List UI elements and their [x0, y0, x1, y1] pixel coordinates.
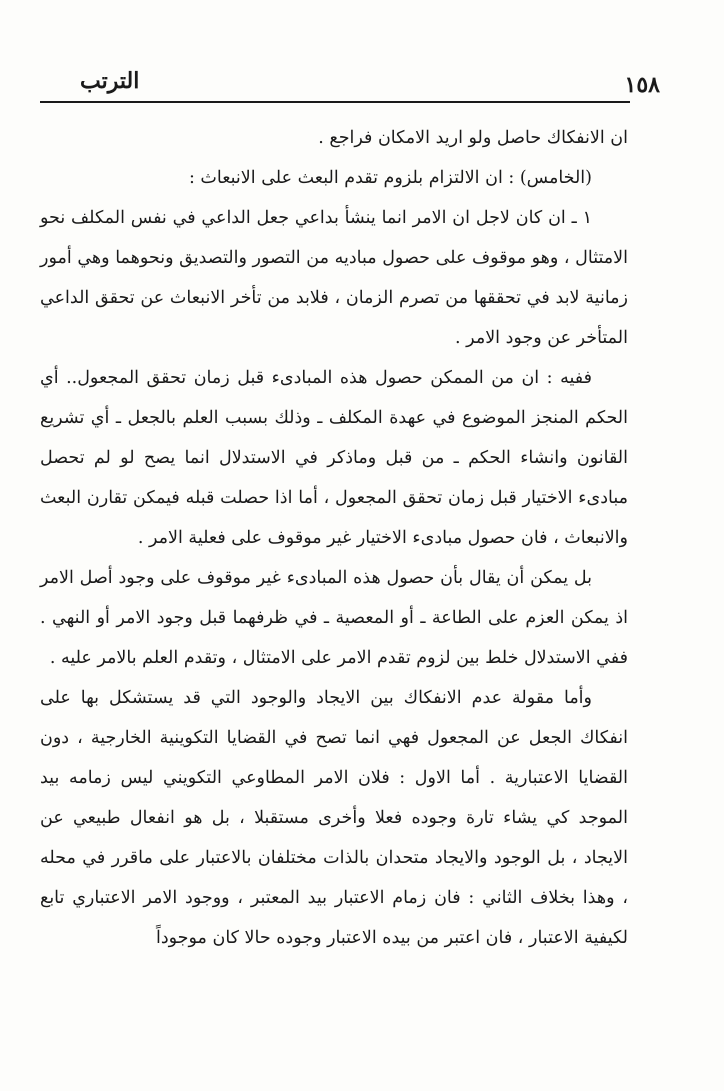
paragraph: بل يمكن أن يقال بأن حصول هذه المبادىء غير موقوف على وجود أصل الامر اذ يمكن العزم على الطاعة ـ أو المعصية ـ في ظرفهما قبل وجود الامر أو النهي . ففي الاستدلال خلط بين لزوم تقدم الامر على الامتثال ، وتقدم العلم بالامر عليه .	[40, 568, 628, 668]
paragraph: ففيه : ان من الممكن حصول هذه المبادىء قبل زمان تحقق المجعول.. أي الحكم المنجز الموضوع في عهدة المكلف ـ وذلك بسبب العلم بالجعل ـ أي تشريع القانون وانشاء الحكم ـ من قبل وماذكر في الاستدلال انما يصح لو لم تحصل مبادىء الاختيار قبل زمان تحقق المجعول ، أما اذا حصلت قبله فيمكن تقارن البعث والانبعاث ، فان حصول مبادىء الاختيار غير موقوف على فعلية الامر .	[40, 368, 628, 548]
page-header	[40, 62, 660, 102]
header-rule	[40, 101, 630, 103]
body-text	[40, 118, 628, 958]
paragraph: ان الانفكاك حاصل ولو اريد الامكان فراجع .	[318, 128, 628, 148]
paragraph: ١ ـ ان كان لاجل ان الامر انما ينشأ بداعي جعل الداعي في نفس المكلف نحو الامتثال ، وهو موقوف على حصول مباديه من التصور والتصديق ونحوهما وهي أمور زمانية لابد في تحققها من تصرم الزمان ، فلابد من تأخر الانبعاث عن تحقق الداعي المتأخر عن وجود الامر .	[40, 208, 628, 348]
running-title: الترتب	[80, 68, 140, 94]
section-heading: (الخامس) : ان الالتزام بلزوم تقدم البعث على الانبعاث :	[188, 168, 592, 188]
paragraph: وأما مقولة عدم الانفكاك بين الايجاد والوجود التي قد يستشكل بها على انفكاك الجعل عن المجعول فهي انما تصح في القضايا التكوينية الخارجية ، دون القضايا الاعتبارية . أما الاول : فلان الامر المطاوعي التكويني ليس زمامه بيد الموجد كي يشاء تارة وجوده فعلا وأخرى مستقبلا ، بل هو انفعال طبيعي عن الايجاد ، بل الوجود والايجاد متحدان بالذات مختلفان بالاعتبار على ماقرر في محله ، وهذا بخلاف الثاني : فان زمام الاعتبار بيد المعتبر ، ووجود الامر الاعتباري تابع لكيفية الاعتبار ، فان اعتبر من بيده الاعتبار وجوده حالا كان موجوداً	[40, 688, 628, 948]
page-number: ١٥٨	[624, 72, 660, 98]
